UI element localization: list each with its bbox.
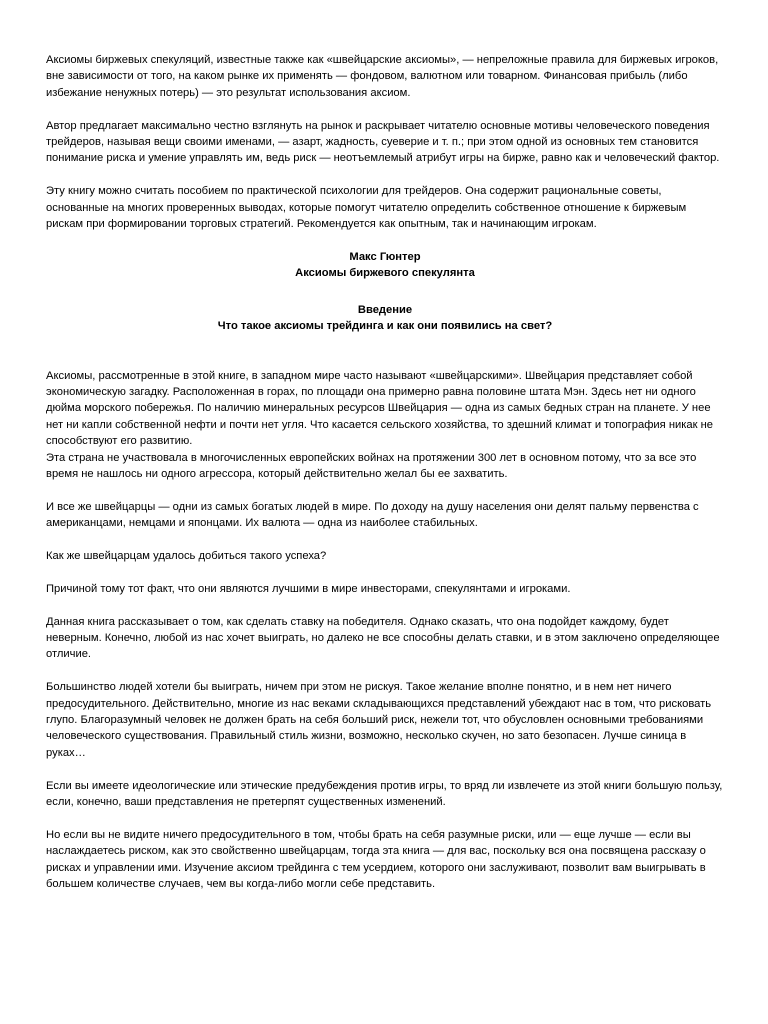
intro-paragraph-3: Как же швейцарцам удалось добиться такого успеха?: [46, 550, 327, 563]
paragraph-gap: [46, 532, 724, 548]
paragraph-gap: [46, 282, 724, 298]
intro-paragraph-2: И все же швейцарцы — одни из самых богатых людей в мире. По доходу на душу населения они делят пальму первенства с американцами, немцами и японцами. Их валюта — одна из наиболее стабильных.: [46, 500, 699, 530]
paragraph-gap: [46, 101, 724, 117]
document-page: [46, 52, 724, 893]
intro-paragraph-7: Если вы имеете идеологические или этические предубеждения против игры, то вряд ли извлечете из этой книги большую пользу, если, конечно, ваши представления не претерпят существенных изменений.: [46, 779, 723, 809]
intro-paragraph-1: [46, 368, 724, 483]
book-header: [46, 249, 724, 282]
paragraph-gap: [46, 351, 724, 367]
paragraph-gap: [46, 335, 724, 351]
annotation-paragraph-3: Эту книгу можно считать пособием по практической психологии для трейдеров. Она содержит рациональные советы, основанные на многих проверенных выводах, которые помогут читателю определить собственное отношение к биржевым рискам при формировании торговых стратегий. Рекомендуется как опытным, так и начинающим игрокам.: [46, 185, 687, 231]
paragraph-gap: [46, 761, 724, 777]
annotation-paragraph-2: Автор предлагает максимально честно взглянуть на рынок и раскрывает читателю основные мотивы человеческого поведения трейдеров, называя вещи своими именами, — азарт, жадность, суеверие и т. п.; при этом одной из основных тем становится понимание риска и умение управлять им, ведь риск — неотъемлемый атрибут игры на бирже, равно как и человеческий фактор.: [46, 119, 720, 165]
intro-paragraph-1-part-2: Эта страна не участвовала в многочисленных европейских войнах на протяжении 300 лет в основном потому, что за все это время не нашлось ни одного агрессора, который действительно желал бы ее захватить.: [46, 451, 697, 481]
paragraph-gap: [46, 597, 724, 613]
paragraph-gap: [46, 167, 724, 183]
section-title: Введение: [357, 304, 413, 317]
annotation-paragraph-1: Аксиомы биржевых спекуляций, известные также как «швейцарские аксиомы», — непреложные правила для биржевых игроков, вне зависимости от того, на каком рынке их применять — фондовом, валютном или товарном. Финансовая прибыль (либо избежание ненужных потерь) — это результат использования аксиом.: [46, 54, 719, 99]
section-subtitle: Что такое аксиомы трейдинга и как они появились на свет?: [217, 320, 553, 333]
paragraph-gap: [46, 663, 724, 679]
book-author: Макс Гюнтер: [349, 250, 421, 263]
paragraph-gap: [46, 811, 724, 827]
paragraph-gap: [46, 232, 724, 248]
paragraph-gap: [46, 482, 724, 498]
intro-paragraph-6: Большинство людей хотели бы выиграть, ничем при этом не рискуя. Такое желание вполне понятно, и в нем нет ничего предосудительного. Действительно, многие из нас веками складывающихся представлений убеждают нас в том, что рисковать глупо. Благоразумный человек не должен брать на себя больший риск, нежели тот, что обусловлен основными требованиями человеческого существования. Правильный стиль жизни, возможно, несколько скучен, но зато безопасен. Лучше синица в руках…: [46, 681, 712, 759]
intro-header: [46, 302, 724, 335]
intro-paragraph-5: Данная книга рассказывает о том, как сделать ставку на победителя. Однако сказать, что она подойдет каждому, будет неверным. Конечно, любой из нас хочет выиграть, но далеко не все способны делать ставки, и в этом заключено определяющее отличие.: [46, 615, 720, 661]
book-title: Аксиомы биржевого спекулянта: [295, 267, 475, 280]
intro-paragraph-4: Причиной тому тот факт, что они являются лучшими в мире инвесторами, спекулянтами и игроками.: [46, 582, 571, 595]
intro-paragraph-8: Но если вы не видите ничего предосудительного в том, чтобы брать на себя разумные риски, или — еще лучше — если вы наслаждаетесь риском, как это свойственно швейцарцам, тогда эта книга — для вас, поскольку вся она посвящена рассказу о рисках и управлении ими. Изучение аксиом трейдинга с тем усердием, которого они заслуживают, позволит вам выигрывать в большем количестве случаев, чем вы когда-либо могли себе представить.: [46, 828, 706, 891]
intro-paragraph-1-part-1: Аксиомы, рассмотренные в этой книге, в западном мире часто называют «швейцарскими». Швейцария представляет собой экономическую загадку. Расположенная в горах, по площади она примерно равна половине штата Мэн. Здесь нет ни одного дюйма морского побережья. По наличию минеральных ресурсов Швейцария — одна из самых бедных стран на планете. У нее нет ни капли собственной нефти и почти нет угля. Что касается сельского хозяйства, то здешний климат и топография никак не способствуют его развитию.: [46, 369, 714, 448]
paragraph-gap: [46, 564, 724, 580]
